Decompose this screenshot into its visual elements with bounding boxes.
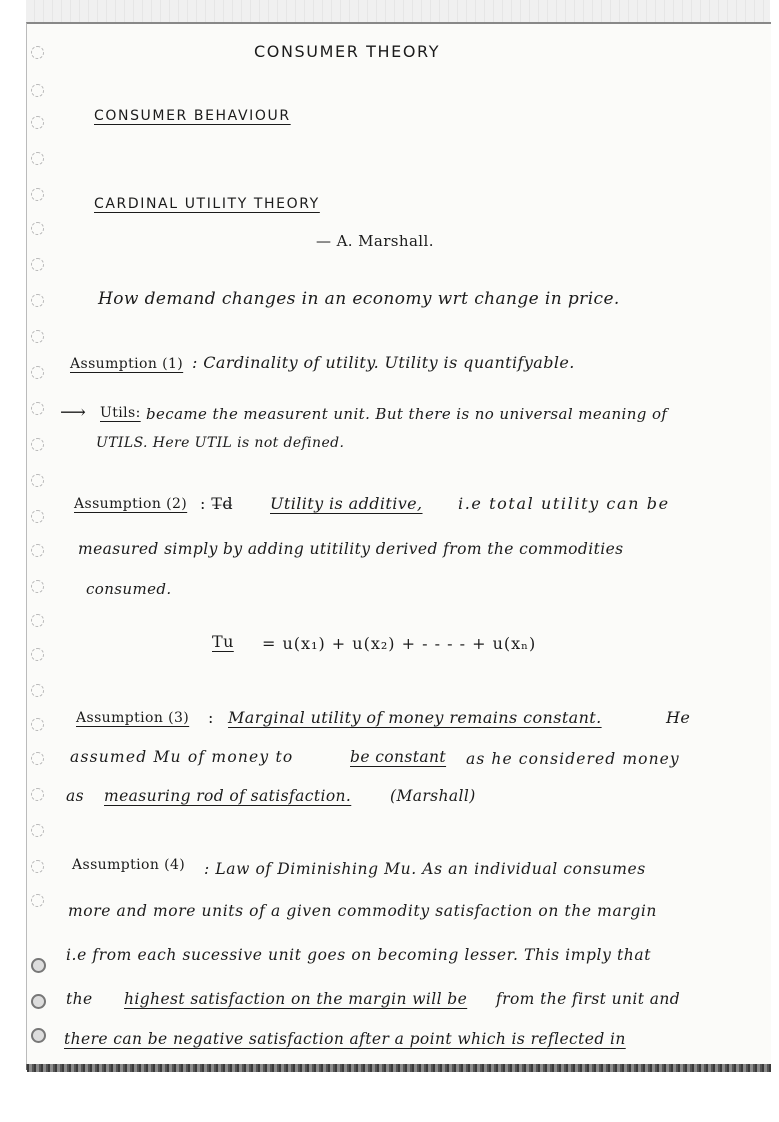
assumption-2-line-2: measured simply by adding utitility derived from the commodities: [78, 540, 624, 558]
binder-hole: [31, 1028, 46, 1043]
assumption-3-label: Assumption (3): [76, 710, 190, 726]
assumption-4-line-4a: the: [66, 990, 93, 1008]
assumption-3-line-2b: as he considered money: [466, 750, 680, 768]
formula-rhs: = u(x₁) + u(x₂) + - - - - + u(xₙ): [262, 634, 537, 653]
section-heading: CONSUMER BEHAVIOUR: [94, 108, 291, 124]
assumption-2-underlined: Utility is additive,: [270, 494, 423, 513]
assumption-4-line-4b: from the first unit and: [496, 990, 681, 1008]
utils-note-line-2: UTILS. Here UTIL is not defined.: [96, 435, 345, 451]
binder-hole: [31, 222, 44, 235]
binder-hole: [31, 438, 44, 451]
intro-line: How demand changes in an economy wrt change in price.: [98, 289, 620, 309]
subsection-heading: CARDINAL UTILITY THEORY: [94, 196, 320, 212]
scan-top-strip: [26, 0, 770, 22]
assumption-3-line-2a: assumed Mu of money to: [70, 748, 294, 766]
assumption-3-text: He: [666, 708, 691, 727]
assumption-4-line-4u: highest satisfaction on the margin will be: [124, 990, 468, 1008]
binder-hole: [31, 544, 44, 557]
assumption-4-line-2: more and more units of a given commodity satisfaction on the margin: [68, 902, 657, 920]
assumption-1-text: : Cardinality of utility. Utility is quantifyable.: [192, 353, 575, 372]
binder-hole: [31, 614, 44, 627]
assumption-3-underlined: Marginal utility of money remains constant.: [228, 708, 602, 727]
binder-hole: [31, 474, 44, 487]
utils-note-label: Utils:: [100, 405, 141, 421]
binder-hole: [31, 188, 44, 201]
binder-hole: [31, 894, 44, 907]
utils-note-line-1: became the measurent unit. But there is no universal meaning of: [146, 405, 668, 423]
page-title: CONSUMER THEORY: [254, 42, 441, 61]
binder-hole: [31, 402, 44, 415]
assumption-4-line-5: there can be negative satisfaction after a point which is reflected in: [64, 1030, 626, 1048]
binder-hole: [31, 510, 44, 523]
assumption-4-label: Assumption (4): [72, 857, 186, 873]
binder-hole: [31, 788, 44, 801]
binder-hole: [31, 718, 44, 731]
assumption-1-label: Assumption (1): [70, 356, 184, 372]
assumption-4-line-1: : Law of Diminishing Mu. As an individual consumes: [204, 860, 646, 878]
binder-hole: [31, 84, 44, 97]
binder-hole: [31, 46, 44, 59]
binder-hole: [31, 860, 44, 873]
assumption-2-label: Assumption (2): [74, 496, 188, 512]
attribution: — A. Marshall.: [316, 232, 434, 250]
binder-hole: [31, 994, 46, 1009]
binder-hole: [31, 116, 44, 129]
binder-hole: [31, 824, 44, 837]
binder-hole: [31, 684, 44, 697]
arrow-icon: ⟶: [60, 402, 87, 423]
binder-hole: [31, 648, 44, 661]
assumption-3-line-3u: measuring rod of satisfaction.: [104, 787, 352, 805]
assumption-3-line-3a: as: [66, 787, 84, 805]
binder-hole: [31, 258, 44, 271]
binder-hole: [31, 752, 44, 765]
assumption-3-line-2u: be constant: [350, 748, 447, 766]
binder-hole: [31, 152, 44, 165]
assumption-2-line-3: consumed.: [86, 580, 172, 598]
binder-hole: [31, 366, 44, 379]
assumption-2-lead: : T̶d̶: [200, 494, 233, 513]
binder-hole: [31, 294, 44, 307]
binder-hole: [31, 958, 46, 973]
binder-hole: [31, 330, 44, 343]
assumption-4-line-3: i.e from each sucessive unit goes on becoming lesser. This imply that: [66, 946, 652, 964]
assumption-2-text: i.e total utility can be: [458, 494, 670, 513]
binder-hole: [31, 580, 44, 593]
assumption-3-line-3b: (Marshall): [390, 787, 476, 805]
assumption-3-colon: :: [208, 708, 214, 727]
formula-lhs: Tu: [212, 632, 234, 651]
